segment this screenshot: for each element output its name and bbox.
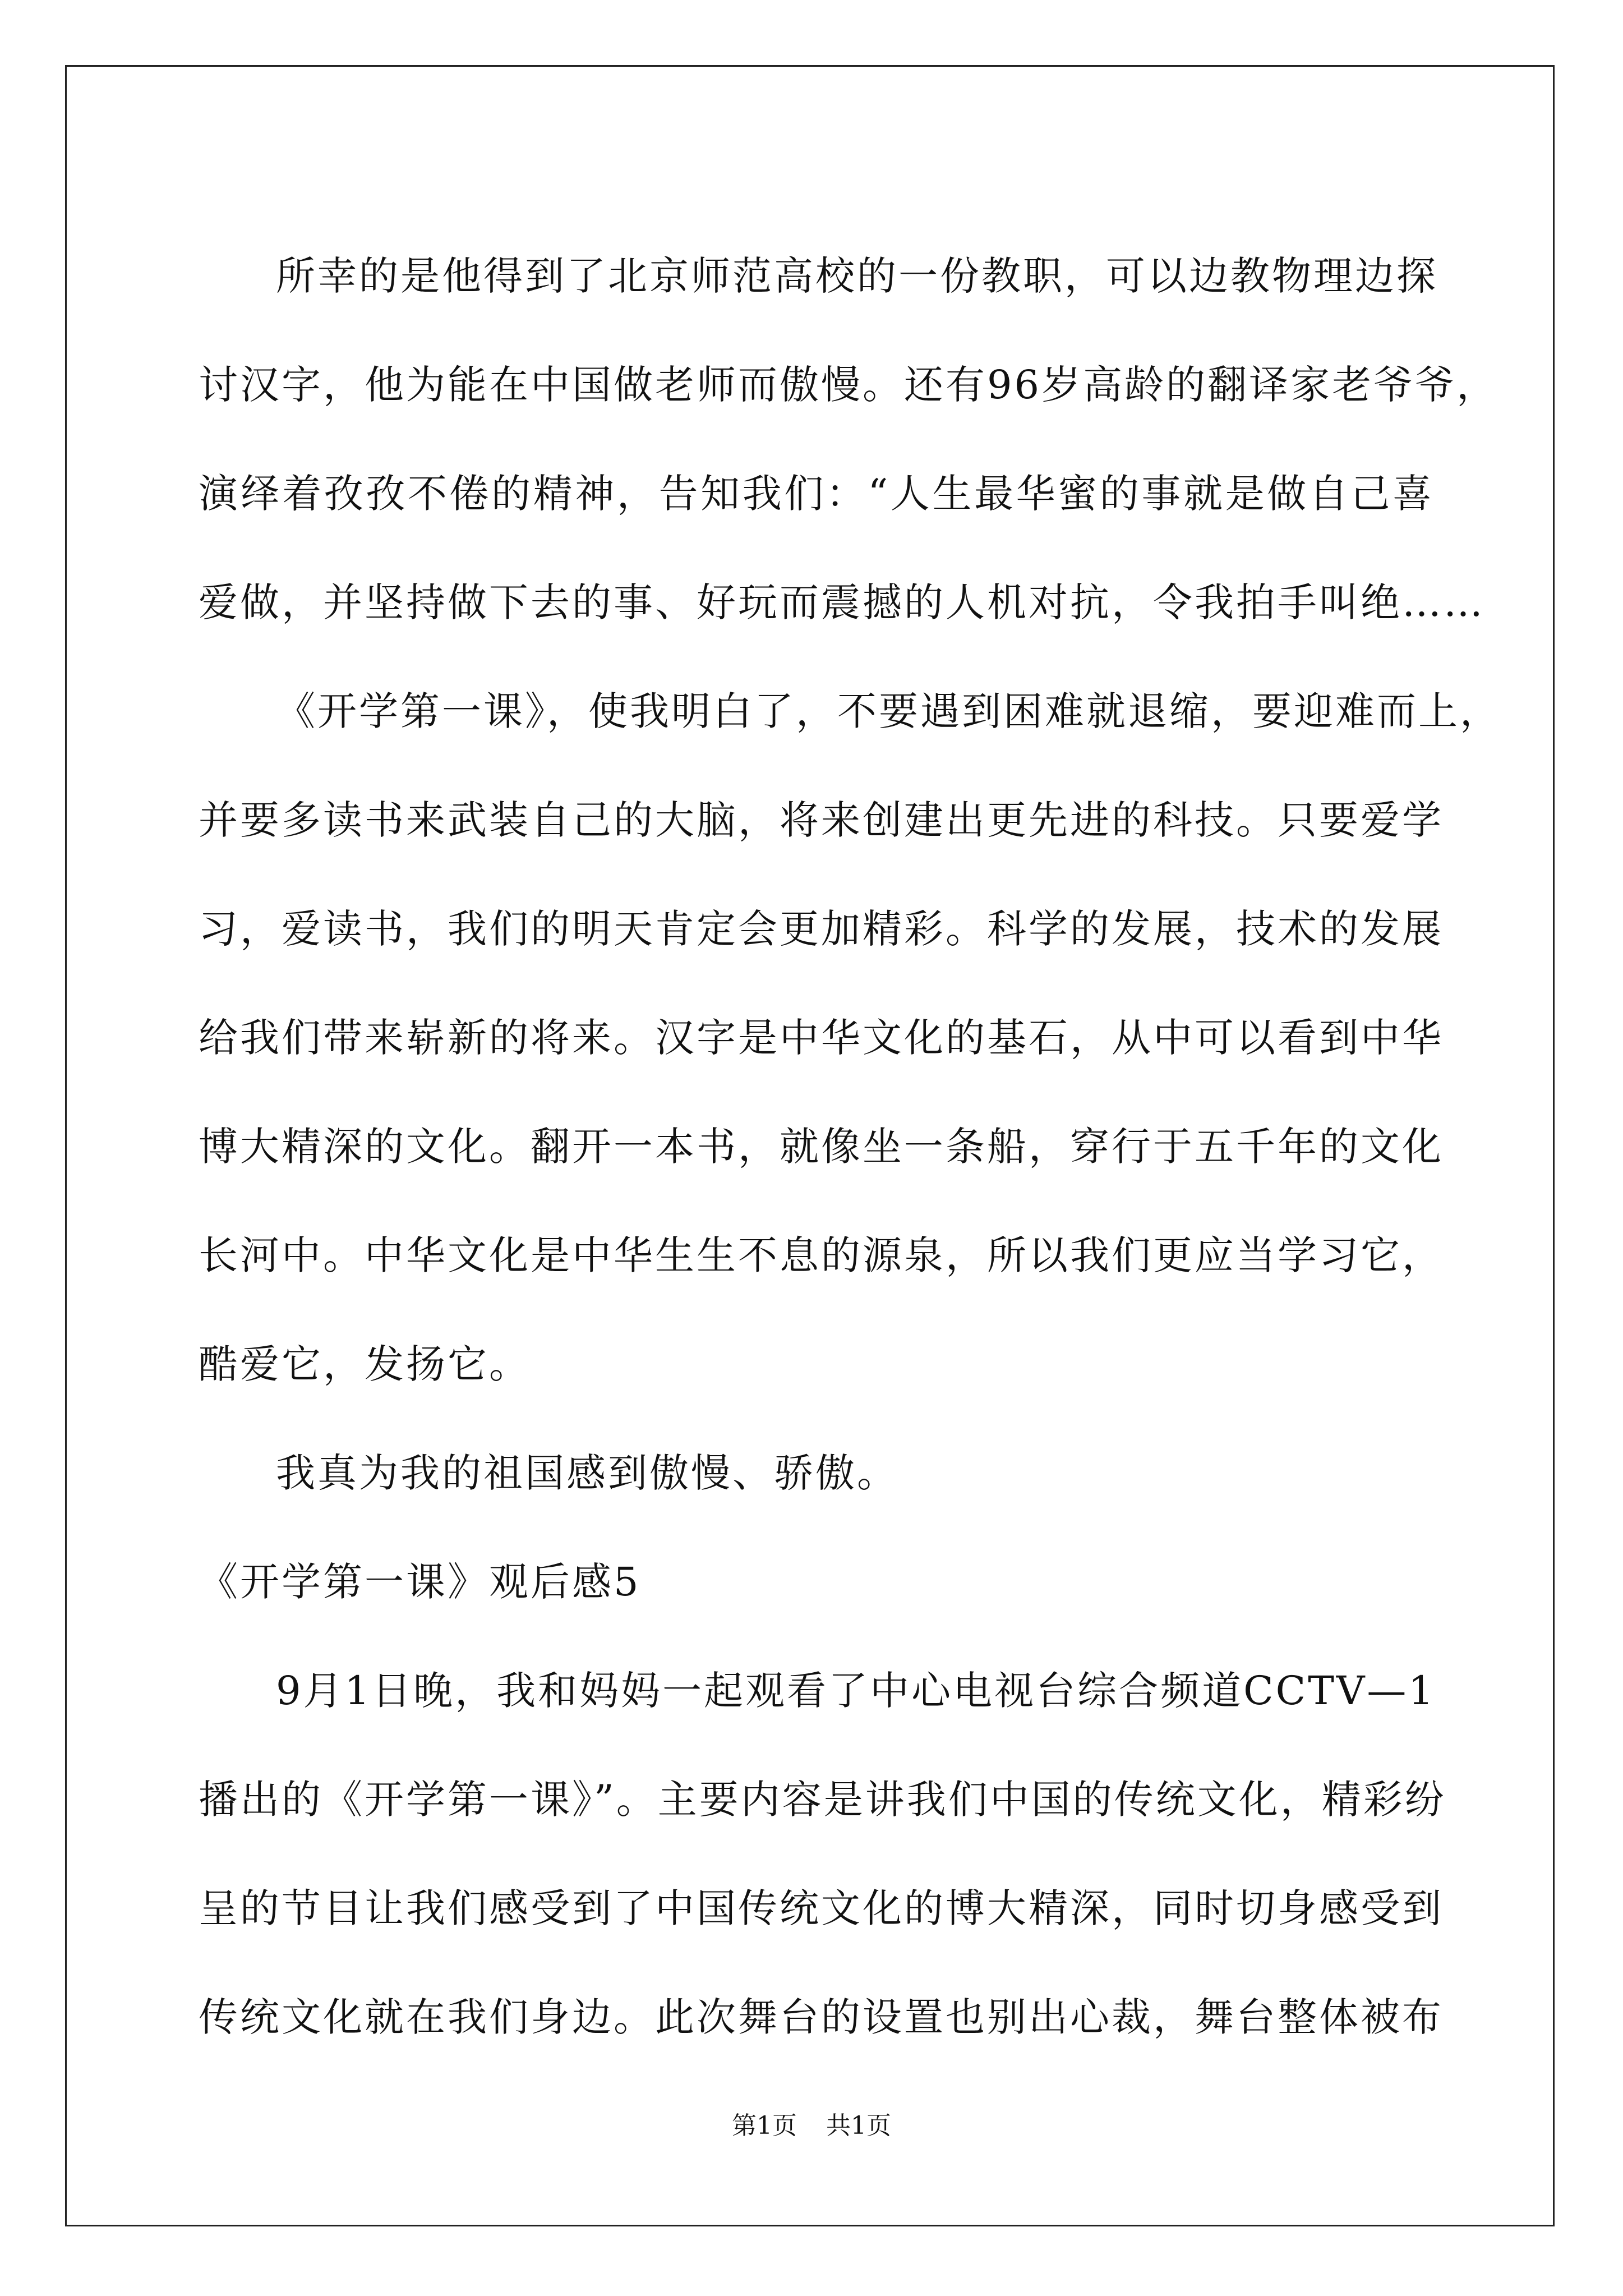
text-line: 传统文化就在我们身边。此次舞台的设置也别出心裁，舞台整体被布 <box>199 1994 1444 2040</box>
text-line: 博大精深的文化。翻开一本书，就像坐一条船，穿行于五千年的文化 <box>199 1124 1444 1170</box>
text-line: 9月1日晚，我和妈妈一起观看了中心电视台综合频道CCTV—1 <box>276 1668 1436 1714</box>
text-line: 演绎着孜孜不倦的精神，告知我们：“人生最华蜜的事就是做自己喜 <box>199 471 1434 517</box>
text-line: 爱做，并坚持做下去的事、好玩而震撼的人机对抗，令我拍手叫绝…… <box>199 579 1485 625</box>
page-footer <box>0 2109 1623 2143</box>
text-line: 给我们带来崭新的将来。汉字是中华文化的基石，从中可以看到中华 <box>199 1015 1444 1061</box>
text-line: 播出的《开学第一课》”。主要内容是讲我们中国的传统文化，精彩纷 <box>199 1777 1446 1823</box>
page-number: 第1页 <box>732 2111 797 2140</box>
text-line: 习，爱读书，我们的明天肯定会更加精彩。科学的发展，技术的发展 <box>199 906 1444 952</box>
text-line: 所幸的是他得到了北京师范高校的一份教职，可以边教物理边探 <box>276 253 1438 299</box>
paragraph-4 <box>199 1636 1446 2072</box>
paragraph-1 <box>199 222 1498 657</box>
text-line: 《开学第一课》，使我明白了，不要遇到困难就退缩，要迎难而上， <box>276 688 1501 734</box>
paragraph-2 <box>199 657 1501 1419</box>
text-line: 并要多读书来武装自己的大脑，将来创建出更先进的科技。只要爱学 <box>199 797 1444 843</box>
document-body <box>199 222 1501 2072</box>
paragraph-3 <box>199 1419 1434 1527</box>
text-line: 酷爱它，发扬它。 <box>199 1341 531 1387</box>
text-line: 我真为我的祖国感到傲慢、骄傲。 <box>276 1450 898 1496</box>
text-line: 呈的节目让我们感受到了中国传统文化的博大精深，同时切身感受到 <box>199 1885 1444 1931</box>
section-heading: 《开学第一课》观后感5 <box>199 1559 641 1605</box>
page-total: 共1页 <box>826 2111 891 2140</box>
text-line: 长河中。中华文化是中华生生不息的源泉，所以我们更应当学习它， <box>199 1232 1444 1278</box>
text-line: 讨汉字，他为能在中国做老师而傲慢。还有96岁高龄的翻译家老爷爷， <box>199 362 1498 408</box>
